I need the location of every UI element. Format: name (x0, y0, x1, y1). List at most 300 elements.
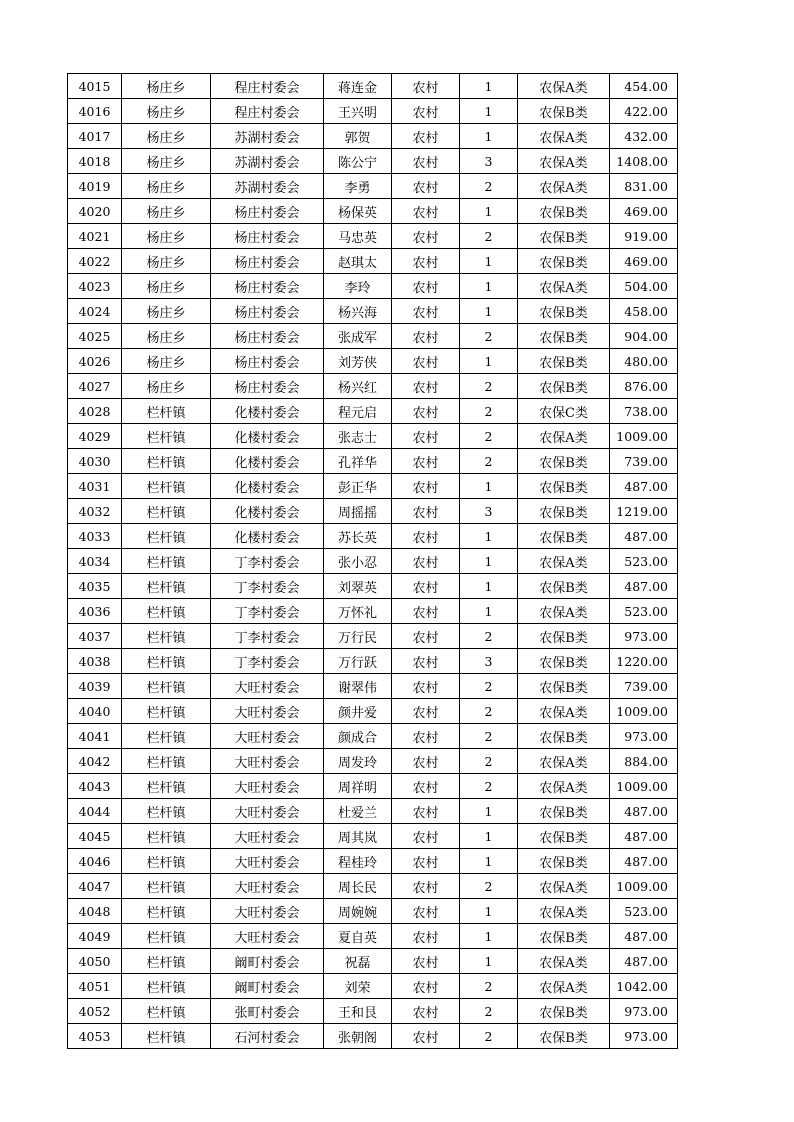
amount-cell: 904.00 (610, 324, 678, 349)
village-committee-cell: 大旺村委会 (211, 899, 324, 924)
household-size-cell: 1 (460, 124, 518, 149)
village-committee-cell: 大旺村委会 (211, 924, 324, 949)
name-cell: 程元启 (324, 399, 392, 424)
township-cell: 栏杆镇 (122, 524, 211, 549)
name-cell: 万行民 (324, 624, 392, 649)
name-cell: 王和艮 (324, 999, 392, 1024)
township-cell: 栏杆镇 (122, 949, 211, 974)
amount-cell: 973.00 (610, 999, 678, 1024)
insurance-category-cell: 农保B类 (518, 624, 610, 649)
name-cell: 刘芳侠 (324, 349, 392, 374)
table-row (68, 299, 678, 324)
amount-cell: 458.00 (610, 299, 678, 324)
record-number-cell: 4049 (68, 924, 122, 949)
township-cell: 栏杆镇 (122, 574, 211, 599)
insurance-category-cell: 农保A类 (518, 949, 610, 974)
record-number-cell: 4038 (68, 649, 122, 674)
area-type-cell: 农村 (392, 449, 460, 474)
record-number-cell: 4021 (68, 224, 122, 249)
insurance-category-cell: 农保B类 (518, 574, 610, 599)
township-cell: 杨庄乡 (122, 349, 211, 374)
amount-cell: 523.00 (610, 549, 678, 574)
table-row (68, 974, 678, 999)
table-row (68, 699, 678, 724)
village-committee-cell: 丁李村委会 (211, 599, 324, 624)
table-row (68, 349, 678, 374)
record-number-cell: 4018 (68, 149, 122, 174)
household-size-cell: 3 (460, 649, 518, 674)
name-cell: 杨兴红 (324, 374, 392, 399)
village-committee-cell: 大旺村委会 (211, 724, 324, 749)
table-row (68, 549, 678, 574)
amount-cell: 738.00 (610, 399, 678, 424)
record-number-cell: 4052 (68, 999, 122, 1024)
name-cell: 程桂玲 (324, 849, 392, 874)
record-number-cell: 4032 (68, 499, 122, 524)
area-type-cell: 农村 (392, 949, 460, 974)
table-row (68, 499, 678, 524)
township-cell: 栏杆镇 (122, 824, 211, 849)
record-number-cell: 4030 (68, 449, 122, 474)
area-type-cell: 农村 (392, 474, 460, 499)
township-cell: 栏杆镇 (122, 474, 211, 499)
record-number-cell: 4043 (68, 774, 122, 799)
record-number-cell: 4026 (68, 349, 122, 374)
township-cell: 栏杆镇 (122, 774, 211, 799)
amount-cell: 739.00 (610, 674, 678, 699)
amount-cell: 1009.00 (610, 774, 678, 799)
township-cell: 栏杆镇 (122, 699, 211, 724)
household-size-cell: 1 (460, 99, 518, 124)
table-row (68, 574, 678, 599)
insurance-category-cell: 农保A类 (518, 174, 610, 199)
amount-cell: 469.00 (610, 249, 678, 274)
area-type-cell: 农村 (392, 174, 460, 199)
table-row (68, 424, 678, 449)
village-committee-cell: 丁李村委会 (211, 549, 324, 574)
insurance-category-cell: 农保A类 (518, 774, 610, 799)
name-cell: 刘荣 (324, 974, 392, 999)
table-row (68, 799, 678, 824)
amount-cell: 469.00 (610, 199, 678, 224)
record-number-cell: 4020 (68, 199, 122, 224)
insurance-category-cell: 农保B类 (518, 224, 610, 249)
township-cell: 栏杆镇 (122, 549, 211, 574)
amount-cell: 487.00 (610, 524, 678, 549)
table-row (68, 774, 678, 799)
household-size-cell: 1 (460, 349, 518, 374)
insurance-category-cell: 农保B类 (518, 324, 610, 349)
household-size-cell: 2 (460, 749, 518, 774)
name-cell: 周发玲 (324, 749, 392, 774)
area-type-cell: 农村 (392, 299, 460, 324)
household-size-cell: 2 (460, 449, 518, 474)
name-cell: 张小忍 (324, 549, 392, 574)
insurance-category-cell: 农保B类 (518, 924, 610, 949)
name-cell: 孔祥华 (324, 449, 392, 474)
amount-cell: 884.00 (610, 749, 678, 774)
insurance-category-cell: 农保B类 (518, 724, 610, 749)
amount-cell: 1009.00 (610, 874, 678, 899)
township-cell: 杨庄乡 (122, 124, 211, 149)
record-number-cell: 4025 (68, 324, 122, 349)
household-size-cell: 1 (460, 924, 518, 949)
insurance-category-cell: 农保A类 (518, 874, 610, 899)
area-type-cell: 农村 (392, 724, 460, 749)
amount-cell: 487.00 (610, 949, 678, 974)
record-number-cell: 4042 (68, 749, 122, 774)
name-cell: 杨保英 (324, 199, 392, 224)
name-cell: 张朝阁 (324, 1024, 392, 1049)
village-committee-cell: 化楼村委会 (211, 399, 324, 424)
area-type-cell: 农村 (392, 149, 460, 174)
table-row (68, 599, 678, 624)
name-cell: 苏长英 (324, 524, 392, 549)
area-type-cell: 农村 (392, 249, 460, 274)
amount-cell: 432.00 (610, 124, 678, 149)
household-size-cell: 1 (460, 74, 518, 99)
area-type-cell: 农村 (392, 899, 460, 924)
table-row (68, 849, 678, 874)
amount-cell: 480.00 (610, 349, 678, 374)
area-type-cell: 农村 (392, 849, 460, 874)
village-committee-cell: 苏湖村委会 (211, 174, 324, 199)
record-number-cell: 4017 (68, 124, 122, 149)
household-size-cell: 2 (460, 724, 518, 749)
township-cell: 杨庄乡 (122, 149, 211, 174)
area-type-cell: 农村 (392, 824, 460, 849)
table-row (68, 999, 678, 1024)
table-row (68, 74, 678, 99)
insurance-category-cell: 农保A类 (518, 549, 610, 574)
table-row (68, 149, 678, 174)
table-row (68, 524, 678, 549)
amount-cell: 523.00 (610, 899, 678, 924)
township-cell: 栏杆镇 (122, 649, 211, 674)
record-number-cell: 4044 (68, 799, 122, 824)
household-size-cell: 3 (460, 149, 518, 174)
name-cell: 周长民 (324, 874, 392, 899)
insurance-category-cell: 农保A类 (518, 899, 610, 924)
name-cell: 颜成合 (324, 724, 392, 749)
village-committee-cell: 大旺村委会 (211, 824, 324, 849)
name-cell: 郭贺 (324, 124, 392, 149)
amount-cell: 487.00 (610, 824, 678, 849)
village-committee-cell: 化楼村委会 (211, 424, 324, 449)
household-size-cell: 2 (460, 624, 518, 649)
area-type-cell: 农村 (392, 349, 460, 374)
household-size-cell: 2 (460, 874, 518, 899)
village-committee-cell: 苏湖村委会 (211, 124, 324, 149)
amount-cell: 973.00 (610, 724, 678, 749)
village-committee-cell: 化楼村委会 (211, 449, 324, 474)
insurance-category-cell: 农保A类 (518, 74, 610, 99)
township-cell: 杨庄乡 (122, 324, 211, 349)
name-cell: 马忠英 (324, 224, 392, 249)
name-cell: 万行跃 (324, 649, 392, 674)
household-size-cell: 2 (460, 974, 518, 999)
area-type-cell: 农村 (392, 774, 460, 799)
amount-cell: 919.00 (610, 224, 678, 249)
township-cell: 栏杆镇 (122, 999, 211, 1024)
insurance-category-cell: 农保B类 (518, 1024, 610, 1049)
record-number-cell: 4053 (68, 1024, 122, 1049)
village-committee-cell: 苏湖村委会 (211, 149, 324, 174)
household-size-cell: 1 (460, 899, 518, 924)
township-cell: 杨庄乡 (122, 249, 211, 274)
table-row (68, 624, 678, 649)
amount-cell: 523.00 (610, 599, 678, 624)
record-number-cell: 4041 (68, 724, 122, 749)
area-type-cell: 农村 (392, 124, 460, 149)
township-cell: 栏杆镇 (122, 399, 211, 424)
amount-cell: 487.00 (610, 574, 678, 599)
township-cell: 栏杆镇 (122, 749, 211, 774)
name-cell: 张成军 (324, 324, 392, 349)
amount-cell: 1009.00 (610, 699, 678, 724)
table-row (68, 199, 678, 224)
village-committee-cell: 大旺村委会 (211, 674, 324, 699)
household-size-cell: 2 (460, 399, 518, 424)
household-size-cell: 1 (460, 824, 518, 849)
record-number-cell: 4016 (68, 99, 122, 124)
area-type-cell: 农村 (392, 374, 460, 399)
name-cell: 祝磊 (324, 949, 392, 974)
village-committee-cell: 张町村委会 (211, 999, 324, 1024)
record-number-cell: 4023 (68, 274, 122, 299)
township-cell: 杨庄乡 (122, 74, 211, 99)
table-row (68, 174, 678, 199)
area-type-cell: 农村 (392, 499, 460, 524)
insurance-category-cell: 农保B类 (518, 474, 610, 499)
insurance-category-cell: 农保B类 (518, 199, 610, 224)
township-cell: 杨庄乡 (122, 374, 211, 399)
record-number-cell: 4028 (68, 399, 122, 424)
village-committee-cell: 化楼村委会 (211, 499, 324, 524)
table-row (68, 674, 678, 699)
village-committee-cell: 大旺村委会 (211, 749, 324, 774)
amount-cell: 973.00 (610, 624, 678, 649)
table-row (68, 449, 678, 474)
household-size-cell: 2 (460, 999, 518, 1024)
name-cell: 万怀礼 (324, 599, 392, 624)
insurance-category-cell: 农保B类 (518, 674, 610, 699)
amount-cell: 1009.00 (610, 424, 678, 449)
table-row (68, 399, 678, 424)
village-committee-cell: 程庄村委会 (211, 99, 324, 124)
insurance-category-cell: 农保A类 (518, 149, 610, 174)
record-number-cell: 4031 (68, 474, 122, 499)
area-type-cell: 农村 (392, 274, 460, 299)
name-cell: 夏自英 (324, 924, 392, 949)
area-type-cell: 农村 (392, 674, 460, 699)
area-type-cell: 农村 (392, 574, 460, 599)
village-committee-cell: 阚町村委会 (211, 949, 324, 974)
village-committee-cell: 程庄村委会 (211, 74, 324, 99)
area-type-cell: 农村 (392, 424, 460, 449)
assistance-roster-table (67, 73, 678, 1049)
insurance-category-cell: 农保A类 (518, 699, 610, 724)
name-cell: 刘翠英 (324, 574, 392, 599)
name-cell: 赵琪太 (324, 249, 392, 274)
insurance-category-cell: 农保A类 (518, 424, 610, 449)
insurance-category-cell: 农保B类 (518, 449, 610, 474)
area-type-cell: 农村 (392, 199, 460, 224)
record-number-cell: 4035 (68, 574, 122, 599)
village-committee-cell: 杨庄村委会 (211, 274, 324, 299)
table-row (68, 99, 678, 124)
record-number-cell: 4024 (68, 299, 122, 324)
household-size-cell: 1 (460, 574, 518, 599)
record-number-cell: 4039 (68, 674, 122, 699)
table-row (68, 249, 678, 274)
village-committee-cell: 杨庄村委会 (211, 374, 324, 399)
area-type-cell: 农村 (392, 599, 460, 624)
village-committee-cell: 大旺村委会 (211, 874, 324, 899)
name-cell: 谢翠伟 (324, 674, 392, 699)
amount-cell: 487.00 (610, 849, 678, 874)
name-cell: 陈公宁 (324, 149, 392, 174)
amount-cell: 487.00 (610, 924, 678, 949)
household-size-cell: 2 (460, 774, 518, 799)
record-number-cell: 4037 (68, 624, 122, 649)
name-cell: 王兴明 (324, 99, 392, 124)
household-size-cell: 2 (460, 174, 518, 199)
table-row (68, 924, 678, 949)
household-size-cell: 1 (460, 949, 518, 974)
township-cell: 杨庄乡 (122, 99, 211, 124)
area-type-cell: 农村 (392, 874, 460, 899)
township-cell: 杨庄乡 (122, 274, 211, 299)
township-cell: 栏杆镇 (122, 449, 211, 474)
township-cell: 栏杆镇 (122, 924, 211, 949)
village-committee-cell: 丁李村委会 (211, 624, 324, 649)
village-committee-cell: 大旺村委会 (211, 774, 324, 799)
village-committee-cell: 大旺村委会 (211, 699, 324, 724)
village-committee-cell: 杨庄村委会 (211, 224, 324, 249)
township-cell: 杨庄乡 (122, 174, 211, 199)
household-size-cell: 1 (460, 549, 518, 574)
household-size-cell: 2 (460, 699, 518, 724)
table-row (68, 224, 678, 249)
record-number-cell: 4046 (68, 849, 122, 874)
record-number-cell: 4027 (68, 374, 122, 399)
area-type-cell: 农村 (392, 324, 460, 349)
name-cell: 彭正华 (324, 474, 392, 499)
amount-cell: 876.00 (610, 374, 678, 399)
insurance-category-cell: 农保A类 (518, 274, 610, 299)
insurance-category-cell: 农保A类 (518, 124, 610, 149)
township-cell: 栏杆镇 (122, 974, 211, 999)
name-cell: 李玲 (324, 274, 392, 299)
amount-cell: 973.00 (610, 1024, 678, 1049)
amount-cell: 454.00 (610, 74, 678, 99)
insurance-category-cell: 农保B类 (518, 99, 610, 124)
household-size-cell: 1 (460, 524, 518, 549)
village-committee-cell: 大旺村委会 (211, 849, 324, 874)
township-cell: 栏杆镇 (122, 499, 211, 524)
amount-cell: 1220.00 (610, 649, 678, 674)
household-size-cell: 1 (460, 249, 518, 274)
area-type-cell: 农村 (392, 924, 460, 949)
area-type-cell: 农村 (392, 99, 460, 124)
township-cell: 栏杆镇 (122, 899, 211, 924)
record-number-cell: 4036 (68, 599, 122, 624)
name-cell: 杜爱兰 (324, 799, 392, 824)
amount-cell: 831.00 (610, 174, 678, 199)
area-type-cell: 农村 (392, 549, 460, 574)
area-type-cell: 农村 (392, 74, 460, 99)
household-size-cell: 2 (460, 674, 518, 699)
amount-cell: 504.00 (610, 274, 678, 299)
insurance-category-cell: 农保B类 (518, 249, 610, 274)
area-type-cell: 农村 (392, 624, 460, 649)
area-type-cell: 农村 (392, 649, 460, 674)
record-number-cell: 4019 (68, 174, 122, 199)
area-type-cell: 农村 (392, 699, 460, 724)
area-type-cell: 农村 (392, 974, 460, 999)
township-cell: 栏杆镇 (122, 724, 211, 749)
name-cell: 周摇摇 (324, 499, 392, 524)
name-cell: 杨兴海 (324, 299, 392, 324)
table-row (68, 374, 678, 399)
name-cell: 周其岚 (324, 824, 392, 849)
insurance-category-cell: 农保B类 (518, 299, 610, 324)
township-cell: 杨庄乡 (122, 224, 211, 249)
table-row (68, 649, 678, 674)
record-number-cell: 4048 (68, 899, 122, 924)
table-row (68, 899, 678, 924)
area-type-cell: 农村 (392, 1024, 460, 1049)
insurance-category-cell: 农保A类 (518, 749, 610, 774)
household-size-cell: 2 (460, 1024, 518, 1049)
amount-cell: 422.00 (610, 99, 678, 124)
insurance-category-cell: 农保B类 (518, 649, 610, 674)
amount-cell: 1042.00 (610, 974, 678, 999)
household-size-cell: 2 (460, 374, 518, 399)
insurance-category-cell: 农保B类 (518, 799, 610, 824)
township-cell: 杨庄乡 (122, 199, 211, 224)
name-cell: 周婉婉 (324, 899, 392, 924)
township-cell: 栏杆镇 (122, 849, 211, 874)
insurance-category-cell: 农保B类 (518, 849, 610, 874)
insurance-category-cell: 农保C类 (518, 399, 610, 424)
township-cell: 栏杆镇 (122, 674, 211, 699)
household-size-cell: 1 (460, 474, 518, 499)
name-cell: 张志士 (324, 424, 392, 449)
village-committee-cell: 丁李村委会 (211, 649, 324, 674)
household-size-cell: 1 (460, 849, 518, 874)
household-size-cell: 1 (460, 199, 518, 224)
area-type-cell: 农村 (392, 399, 460, 424)
village-committee-cell: 丁李村委会 (211, 574, 324, 599)
record-number-cell: 4015 (68, 74, 122, 99)
amount-cell: 1219.00 (610, 499, 678, 524)
insurance-category-cell: 农保B类 (518, 499, 610, 524)
table-row (68, 749, 678, 774)
insurance-category-cell: 农保B类 (518, 824, 610, 849)
household-size-cell: 1 (460, 599, 518, 624)
table-row (68, 124, 678, 149)
village-committee-cell: 杨庄村委会 (211, 299, 324, 324)
village-committee-cell: 化楼村委会 (211, 474, 324, 499)
area-type-cell: 农村 (392, 224, 460, 249)
village-committee-cell: 杨庄村委会 (211, 249, 324, 274)
table-row (68, 724, 678, 749)
record-number-cell: 4034 (68, 549, 122, 574)
table-row (68, 824, 678, 849)
name-cell: 颜井爱 (324, 699, 392, 724)
